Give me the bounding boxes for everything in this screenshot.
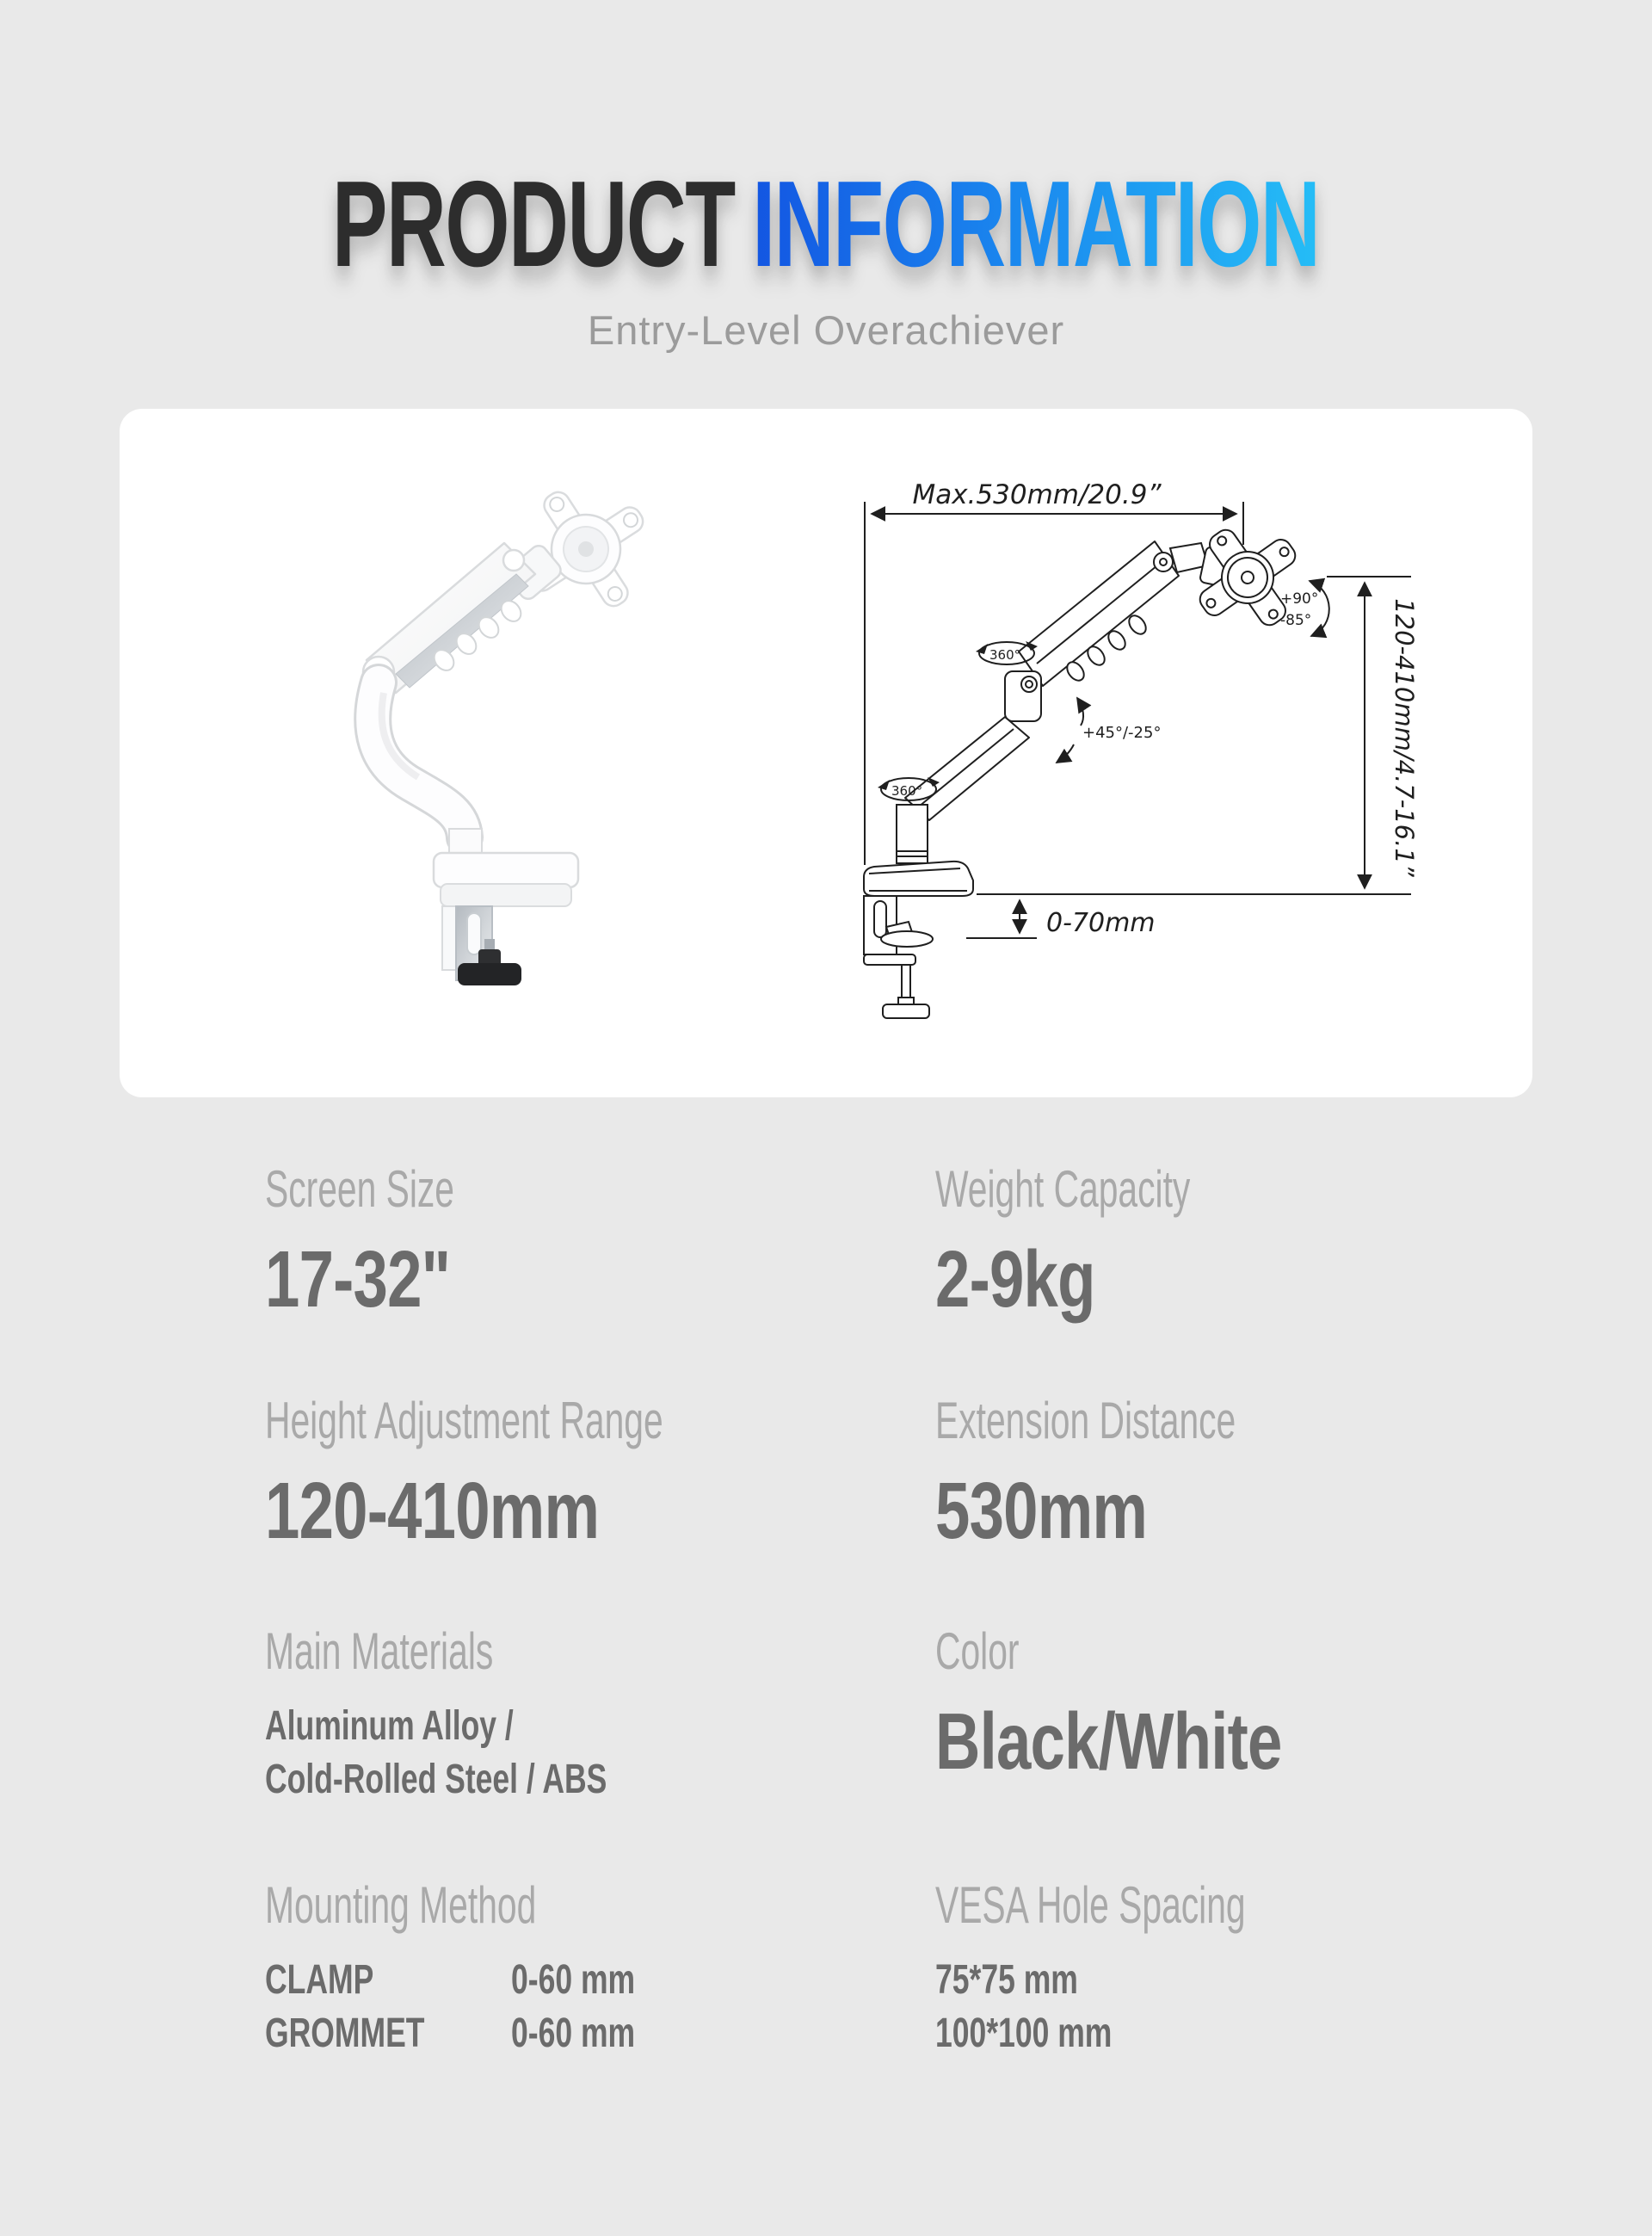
spec-screen-size-value: 17-32"	[265, 1234, 451, 1324]
max-extension-dimension-label: Max.530mm/20.9”	[912, 479, 1162, 510]
spec-weight-capacity-value: 2-9kg	[935, 1234, 1095, 1324]
dimension-diagram	[817, 443, 1420, 1046]
page-title-information: INFORMATION	[752, 156, 1320, 293]
mounting-grommet-name: GROMMET	[265, 2011, 425, 2057]
spec-extension-distance	[935, 1391, 1652, 1553]
swivel-top-label: 360°	[989, 647, 1021, 663]
spec-color	[935, 1621, 1652, 1807]
lower-arm	[373, 683, 465, 837]
spec-color-value: Black/White	[935, 1696, 1282, 1787]
base-front	[441, 884, 571, 906]
spec-grid	[0, 1159, 1652, 2129]
page-title-product: PRODUCT	[332, 156, 736, 293]
spec-main-materials-line1: Aluminum Alloy /	[265, 1703, 514, 1750]
spec-height-range	[265, 1391, 935, 1553]
spec-weight-capacity	[935, 1159, 1652, 1322]
spec-main-materials-line2: Cold-Rolled Steel / ABS	[265, 1757, 607, 1803]
spec-vesa	[935, 1875, 1652, 2060]
spec-screen-size-label: Screen Size	[265, 1160, 454, 1218]
spec-color-label: Color	[935, 1622, 1020, 1681]
spec-mounting-method-label: Mounting Method	[265, 1876, 537, 1935]
spec-height-range-label: Height Adjustment Range	[265, 1391, 663, 1449]
page-title	[332, 156, 1320, 293]
upper-pivot	[503, 550, 524, 571]
mounting-clamp-value: 0-60 mm	[511, 1957, 636, 2004]
spec-vesa-line2: 100*100 mm	[935, 2011, 1113, 2057]
mounting-grommet-value: 0-60 mm	[511, 2011, 636, 2057]
dimension-drawing-image	[817, 443, 1420, 1046]
spec-height-range-value: 120-410mm	[265, 1465, 600, 1555]
spec-mounting-method	[265, 1875, 935, 2060]
mounting-method-table	[265, 1954, 935, 2060]
spec-vesa-line1: 75*75 mm	[935, 1957, 1078, 2004]
clamp-slot	[467, 913, 481, 954]
spec-vesa-label: VESA Hole Spacing	[935, 1876, 1246, 1935]
spec-weight-capacity-label: Weight Capacity	[935, 1160, 1191, 1218]
mounting-row-grommet	[265, 2007, 935, 2060]
base-top	[434, 853, 578, 887]
spec-main-materials-label: Main Materials	[265, 1622, 494, 1681]
height-range-dimension-label: 120-410mm/4.7-16.1”	[1390, 598, 1419, 877]
tilt-angle-label: +45°/-25°	[1082, 724, 1162, 742]
mounting-clamp-name: CLAMP	[265, 1957, 374, 2004]
mounting-row-clamp	[265, 1954, 935, 2007]
spec-main-materials	[265, 1621, 935, 1807]
page-subtitle: Entry-Level Overachiever	[587, 307, 1065, 353]
rotate-plus-label: +90°	[1280, 590, 1319, 608]
desk-thickness-dimension-label: 0-70mm	[1046, 908, 1156, 938]
spec-extension-distance-label: Extension Distance	[935, 1391, 1236, 1449]
spec-extension-distance-value: 530mm	[935, 1465, 1148, 1555]
rotate-minus-label: -85°	[1280, 612, 1312, 629]
swivel-base-label: 360°	[891, 783, 923, 799]
page-header	[0, 0, 1652, 354]
white-monitor-arm-image	[258, 435, 826, 1072]
product-photo-white-arm	[258, 435, 826, 1072]
product-image-card	[120, 409, 1532, 1097]
spec-screen-size	[265, 1159, 935, 1322]
